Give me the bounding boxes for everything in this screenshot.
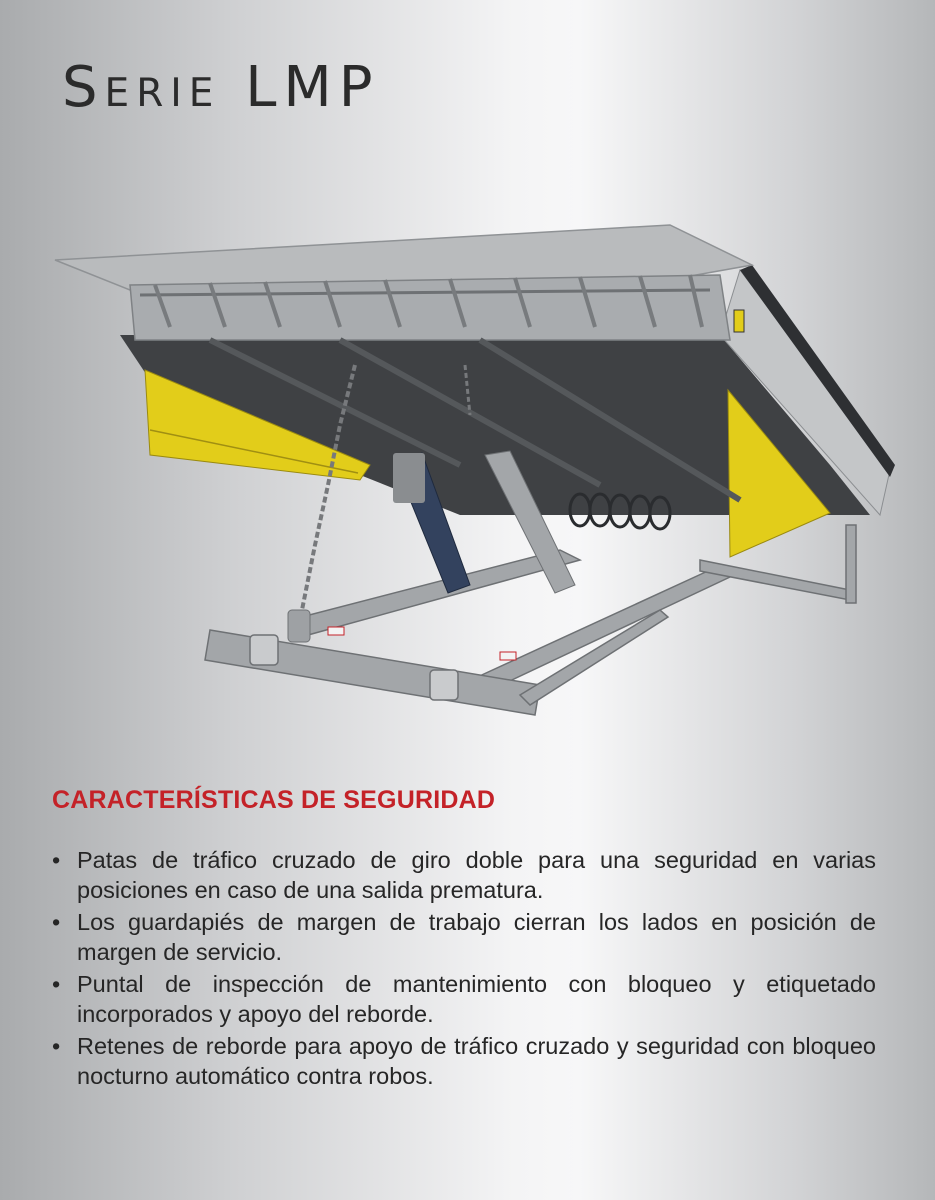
bullet: • <box>52 1033 61 1059</box>
bullet: • <box>52 909 61 935</box>
dock-leveler-image <box>40 215 910 745</box>
bullet: • <box>52 971 61 997</box>
list-item <box>50 907 876 967</box>
page-title: Serie LMP <box>62 55 380 120</box>
list-item <box>50 969 876 1029</box>
list-item-text: Patas de tráfico cruzado de giro doble para una seguridad en varias posiciones en caso de una salida prematura. <box>77 847 876 903</box>
safety-features-heading: CARACTERÍSTICAS DE SEGURIDAD <box>52 786 496 814</box>
bullet: • <box>52 847 61 873</box>
list-item-text: Los guardapiés de margen de trabajo cierran los lados en posición de margen de servicio. <box>77 909 876 965</box>
safety-features-list <box>50 845 876 1093</box>
list-item <box>50 845 876 905</box>
list-item-text: Puntal de inspección de mantenimiento con bloqueo y etiquetado incorporados y apoyo del reborde. <box>77 971 876 1027</box>
list-item-text: Retenes de reborde para apoyo de tráfico cruzado y seguridad con bloqueo nocturno automático contra robos. <box>77 1033 876 1089</box>
list-item <box>50 1031 876 1091</box>
dock-leveler-illustration <box>40 215 910 745</box>
